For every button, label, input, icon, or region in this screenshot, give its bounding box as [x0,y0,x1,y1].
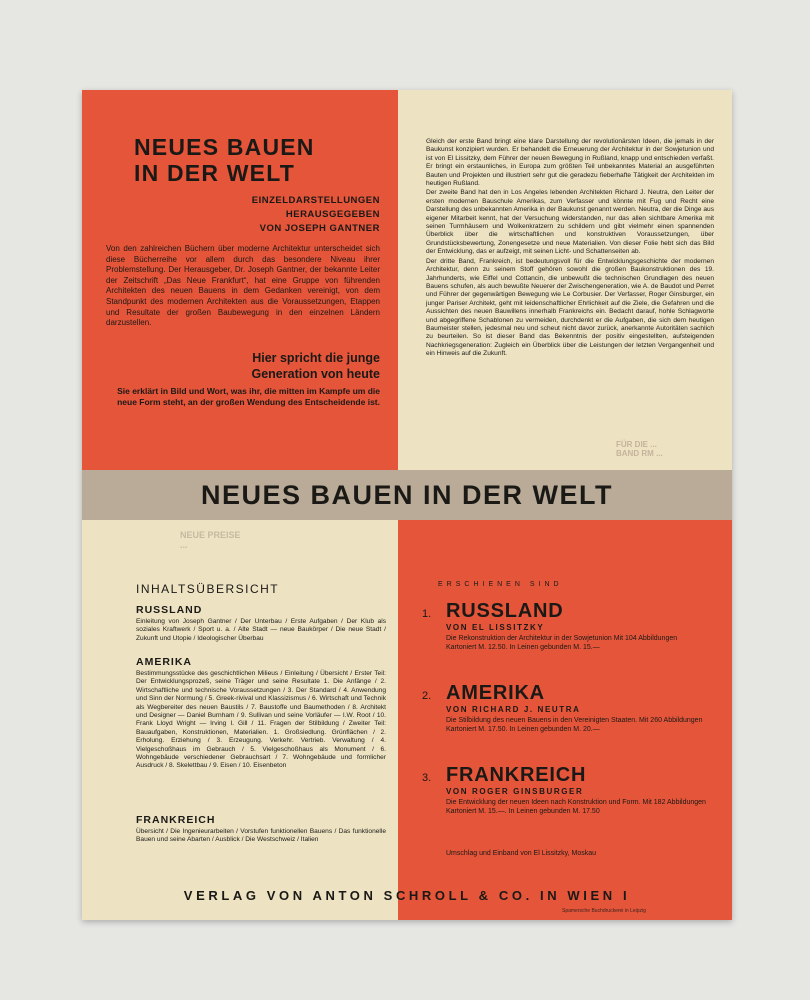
price-stamp-top [616,440,663,458]
band-title: NEUES BAUEN IN DER WELT [200,479,613,510]
tagline: Sie erklärt in Bild und Wort, was ihr, die mitten im Kampfe um die neue Form steht, an der großen Wendung des Entscheidende ist. [117,386,380,407]
publisher-line: VERLAG VON ANTON SCHROLL & CO. IN WIEN I [183,888,631,903]
contents-frankreich-text: Übersicht / Die Ingenieurarbeiten / Vorstufen funktionellen Bauens / Das funktionelle Bauen und seine Abarten / Ausblick / Die Westschweiz / Italien [136,828,386,844]
volume-number: 3. [422,772,432,784]
slogan [182,350,380,382]
slogan-line1: Hier spricht die junge [252,351,380,365]
series-title [134,134,315,186]
volume-desc: Die Rekonstruktion der Architektur in der Sowjetunion Mit 104 Abbildungen Kartoniert M. 12.50. In Leinen gebunden M. 15.— [446,635,678,651]
contents-frankreich [136,814,386,845]
printer-credit: Spamersche Buchdruckerei in Leipzig [562,908,646,914]
price-stamp-bottom [180,530,241,550]
price-stamp-top-line2: BAND RM ... [616,449,663,458]
book-cover [82,90,732,920]
series-title-line1: NEUES BAUEN [134,134,315,160]
volume-title: RUSSLAND [446,600,564,622]
volume-title: FRANKREICH [446,764,587,786]
series-title-line2: IN DER WELT [134,160,295,186]
editor-credit [240,194,380,236]
volume-desc: Die Stilbildung des neuen Bauens in den Vereinigten Staaten. Mit 260 Abbildungen Kartoniert M. 17.50. In Leinen gebunden M. 20.— [446,717,703,733]
volume-title: AMERIKA [446,682,545,704]
contents-russland-text: Einleitung von Joseph Gantner / Der Unterbau / Erste Aufgaben / Der Klub als soziales Kraftwerk / Sport u. a. / Alte Stadt — neue Baukörper / Die neue Stadt / Zukunft und Utopie / Ideologischer Überbau [136,618,386,642]
price-stamp-bottom-line1: NEUE PREISE [180,530,241,540]
contents-russland [136,604,386,643]
volume-descriptions [426,138,714,360]
contents-amerika-title: AMERIKA [136,656,192,668]
contents-frankreich-title: FRANKREICH [136,814,216,826]
volume-description-2: Der zweite Band hat den in Los Angeles lebenden Architekten Richard J. Neutra, den Leiter der ersten modernen Bauschule Amerikas, zum Verfasser und könnte mit Fug und Recht eine Darstellung des unbekannten Amerika in der Baukunst genannt werden. Neutra, der die Dinge aus eigener Mitarbeit kennt, hat der Versuchung widerstanden, nur das allen sichtbare Amerika mit seinen Turmhäusern und Wolkenkratzern zu schildern und gibt vielmehr einen spannenden Überblick über die wirtschaftlichen und konstruktiven Voraussetzungen, über Grundstücksbewertung, Zonengesetze und neue Materialien. Von dieser Folie hebt sich das Bild der Entwicklung, das er aufzeigt, mit seinen Licht- und Schattenseiten ab. [426,189,714,256]
editor-credit-line2: HERAUSGEGEBEN [285,209,380,220]
editor-credit-line1: EINZELDARSTELLUNGEN [251,195,380,206]
series-intro: Von den zahlreichen Büchern über moderne Architektur unterscheidet sich diese Bücherreihe vor allem durch das besondere Niveau ihrer Problemstellung. Der Herausgeber, Dr. Joseph Gantner, der bekannte Leiter der Zeitschrift „Das Neue Frankfurt“, hat eine Gruppe von führenden Architekten des neuen Bauens in dem Gedanken vereinigt, von dem Standpunkt des modernen Architekten aus die Voraussetzungen, Etappen und Resultate der großen Baubewegung in den einzelnen Ländern darzustellen. [106,244,380,328]
contents-amerika [136,656,386,771]
price-stamp-bottom-line2: ... [180,540,188,550]
volume-author: VON ROGER GINSBURGER [446,787,584,796]
cover-design-credit: Umschlag und Einband von El Lissitzky, Moskau [446,850,597,857]
contents-amerika-text: Bestimmungsstücke des geschichtlichen Milieus / Einleitung / Übersicht / Erster Teil: Der Entwicklungsprozeß, seine Träger und seine Resultate 1. Die Anfänge / 2. Wirtschaftliche und technische Voraussetzungen / 3. Der Standard / 4. Anwendung und Sinn der Normung / 5. Greek-rivival und Klassizismus / 6. Wirtschaft und Technik als Wegbereiter des neuen Baustils / 7. Baustoffe und Baumethoden / 8. Architekt und Designer — Daniel Burnham / 9. Sullivan und seine Vorläufer — I.W. Root / 10. Frank Lloyd Wright — Irving I. Gill / 11. Fragen der Stilbildung / Zweiter Teil: Bauaufgaben, Konstruktionen, Materialien. 1. Großsiedlung. Grünflächen / 2. Erholung. Erziehung / 3. Erzeugung. Verkehr. Vertrieb. Verwaltung / 4. Vielgeschoßhaus im Gebrauch / 5. Vielgeschoßhaus als Monument / 6. Wohngebäude verschiedener Gebrauchsart / 7. Wohngebäude und formlicher Ausdruck / 8. Skelettbau / 9. Eisen / 10. Eisenbeton [136,670,386,770]
title-band [82,470,732,520]
slogan-line2: Generation von heute [251,367,380,381]
contents-russland-title: RUSSLAND [136,604,203,616]
volume-description-1: Gleich der erste Band bringt eine klare Darstellung der revolutionärsten Ideen, die jemals in der Baukunst konzipiert wurden. Er behandelt die Erneuerung der Architektur in der Sowjetunion und ist von El Lissitzky, dem Führer der neuen Bewegung in Rußland, knapp und entschieden verfaßt. Er bringt ein erstaunliches, in Europa zum größten Teil unbekanntes Material an ausgeführten Bauten und Projekten und illustriert sehr gut die geradezu fieberhafte Tätigkeit der Architekten im heutigen Rußland. [426,138,714,188]
volume-description-3: Der dritte Band, Frankreich, ist bedeutungsvoll für die Entwicklungsgeschichte der modernen Architektur, denn zu seinem Stoff gehören sowohl die großen Baukonstruktionen des 19. Jahrhunderts, wie Eiffel und Cottancin, die unbewußt die technischen Grundlagen des neuen Bauens schufen, als auch bewußte Neuerer der Zwischengeneration, wie A. de Baudot und Perret und Führer der gegenwärtigen Bewegung wie Le Corbusier. Der Verfasser, Roger Ginsburger, ein junger Pariser Architekt, geht mit leidenschaftlicher Ehrlichkeit auf die Ziele, die Gefahren und die Aussichten des neuen Bauwillens innerhalb Frankreichs ein. Bedacht darauf, hohle Schlagworte und abgegriffene Schablonen zu vermeiden, durchdenkt er die Aufgaben, die sich dem heutigen Baumeister stellen, jedesmal neu und scheut nicht davor zurück, anerkannte Autoritäten sachlich zu beurteilen. So ist dieser Band das Bekenntnis der positiv eingestellten, aufsteigenden Nachkriegsgeneration: Zugleich ein Überblick über die Leistungen der letzten Vergangenheit und ein Hinweis auf die Zukunft. [426,257,714,358]
volume-author: VON EL LISSITZKY [446,623,545,632]
volume-number: 1. [422,608,432,620]
volume-desc: Die Entwicklung der neuen Ideen nach Konstruktion und Form. Mit 182 Abbildungen Kartoniert M. 15.—. In Leinen gebunden M. 17.50 [446,799,706,815]
published-label: ERSCHIENEN SIND [438,581,563,588]
contents-heading: INHALTSÜBERSICHT [136,582,280,596]
volume-author: VON RICHARD J. NEUTRA [446,705,581,714]
volume-number: 2. [422,690,432,702]
price-stamp-top-line1: FÜR DIE ... [616,440,657,449]
editor-credit-line3: VON JOSEPH GANTNER [259,223,380,234]
